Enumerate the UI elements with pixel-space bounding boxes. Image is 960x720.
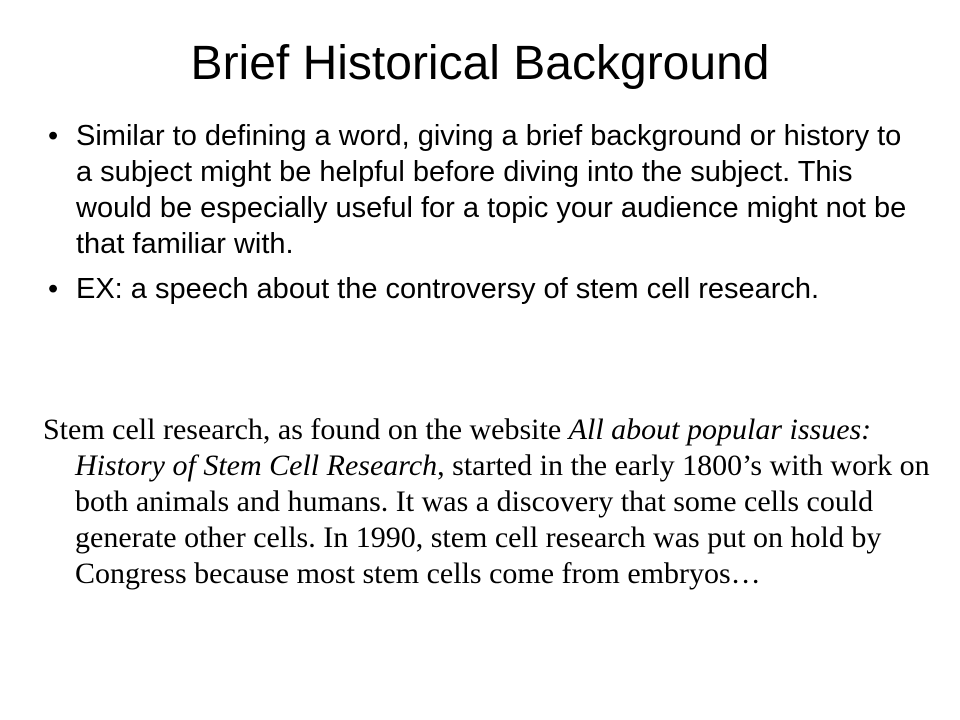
website-title: All about popular issues: History of Stem Cell Research [75,413,872,482]
bullet-marker: • [48,273,59,305]
bullet-item-example [48,271,908,307]
bullet-text: EX: a speech about the controversy of stem cell research. [76,273,820,305]
example-text-body: , started in the early 1800’s with work on both animals and humans. It was a discovery that some cells could generate other cells. In 1990, stem cell research was put on hold by Congress because most stem cells come from embryos… [75,449,930,590]
example-text-intro: Stem cell research, as found on the website [43,413,569,446]
bullet-item-definition [48,118,908,262]
slide-title: Brief Historical Background [190,37,770,90]
bullet-marker: • [48,120,59,152]
bullet-text: Similar to defining a word, giving a brief background or history to a subject might be helpful before diving into the subject. This would be especially useful for a topic your audience might not be that familiar with. [76,120,907,260]
bullet-list [48,118,908,316]
example-paragraph [43,412,945,592]
